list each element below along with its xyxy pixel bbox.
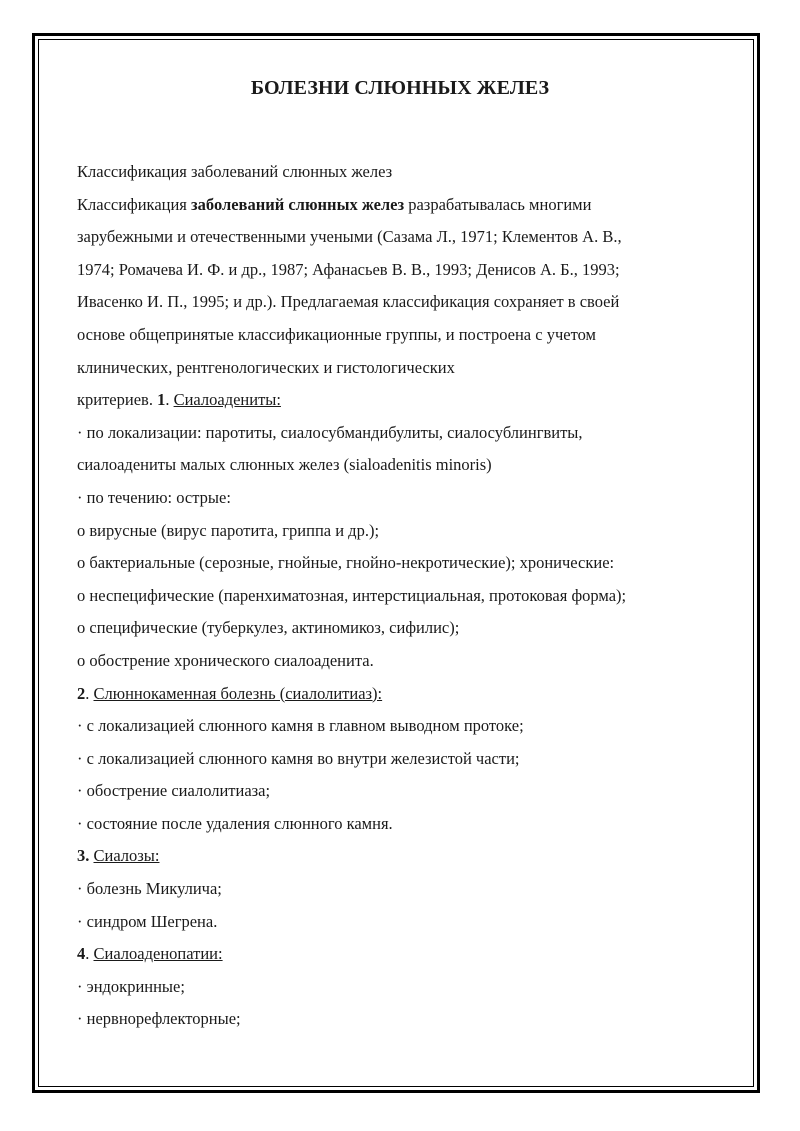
section-1-item: сиалоадениты малых слюнных желез (sialoadenitis minoris): [77, 455, 492, 475]
page-title: БОЛЕЗНИ СЛЮННЫХ ЖЕЛЕЗ: [250, 77, 550, 99]
section-2-item: · обострение сиалолитиаза;: [77, 781, 271, 801]
classification-subtitle: Классификация заболеваний слюнных желез: [77, 162, 393, 181]
section-1-item: · по течению: острые:: [77, 487, 231, 507]
section-2-item: · с локализацией слюнного камня во внутри железистой части;: [77, 748, 520, 768]
section-1-number: 1: [157, 390, 166, 410]
intro-bold-term: заболеваний слюнных желез: [191, 194, 405, 214]
section-2-item: · с локализацией слюнного камня в главном выводном протоке;: [77, 716, 524, 736]
section-4-item: · нервнорефлекторные;: [77, 1009, 241, 1029]
section-2-separator: .: [85, 683, 94, 703]
section-1-title: Сиалоадениты:: [173, 390, 281, 410]
section-4-heading: [77, 938, 727, 971]
section-3-number: 3.: [77, 846, 90, 866]
intro-line-5: основе общепринятые классификационные группы, и построена с учетом: [77, 324, 596, 344]
intro-line-7-lead: критериев.: [77, 390, 158, 410]
section-4-number: 4: [77, 944, 86, 964]
intro-line-4: Ивасенко И. П., 1995; и др.). Предлагаемая классификация сохраняет в своей: [77, 292, 620, 312]
section-2-heading: [77, 678, 727, 711]
section-4-separator: .: [85, 944, 94, 964]
section-1-item: о вирусные (вирус паротита, гриппа и др.);: [77, 520, 380, 540]
section-1-item: о бактериальные (серозные, гнойные, гнойно-некротические); хронические:: [77, 553, 615, 573]
section-3-title: Сиалозы:: [93, 846, 160, 866]
section-4-title: Сиалоаденопатии:: [93, 944, 223, 964]
section-1-heading: [77, 384, 727, 417]
section-2-title: Слюннокаменная болезнь (сиалолитиаз):: [93, 683, 383, 703]
section-2-number: 2: [77, 683, 86, 703]
intro-line-2: зарубежными и отечественными учеными (Сазама Л., 1971; Клементов А. В.,: [77, 227, 622, 247]
section-3-item: · болезнь Микулича;: [77, 879, 222, 899]
intro-line-3: 1974; Ромачева И. Ф. и др., 1987; Афанасьев В. В., 1993; Денисов А. Б., 1993;: [77, 259, 620, 279]
section-1-separator: .: [165, 390, 174, 410]
document-body: [77, 156, 727, 1036]
section-3-item: · синдром Шегрена.: [77, 911, 218, 931]
intro-lead: Классификация: [77, 194, 192, 214]
section-3-heading: [77, 840, 727, 873]
section-1-item: о специфические (туберкулез, актиномикоз, сифилис);: [77, 618, 460, 638]
section-1-item: о обострение хронического сиалоаденита.: [77, 650, 374, 670]
section-4-item: · эндокринные;: [77, 976, 185, 996]
intro-line-1: [77, 189, 727, 222]
section-1-item: о неспецифические (паренхиматозная, интерстициальная, протоковая форма);: [77, 585, 627, 605]
section-2-item: · состояние после удаления слюнного камня.: [77, 813, 393, 833]
section-1-item: · по локализации: паротиты, сиалосубмандибулиты, сиалосублингвиты,: [77, 422, 583, 442]
intro-line-6: клинических, рентгенологических и гистологических: [77, 357, 455, 377]
intro-line-1-rest: разрабатывалась многими: [404, 194, 592, 214]
